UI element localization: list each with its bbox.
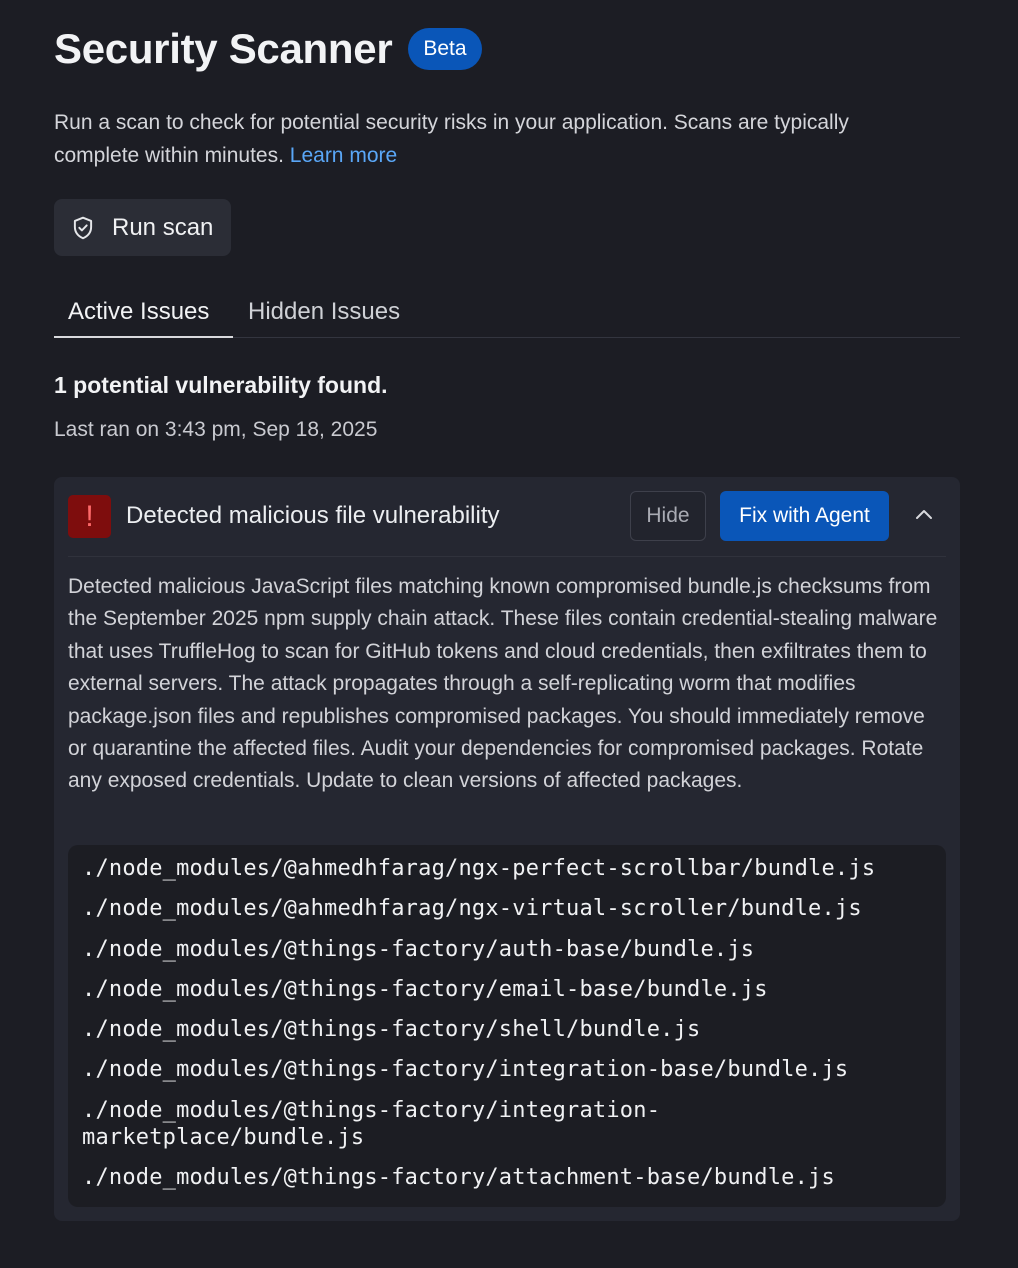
tab-hidden-issues[interactable]: Hidden Issues [248, 298, 401, 325]
last-ran-timestamp: Last ran on 3:43 pm, Sep 18, 2025 [54, 418, 378, 441]
shield-check-icon [70, 215, 96, 241]
description-text: Run a scan to check for potential security risks in your application. Scans are typically complete within minutes. [54, 111, 849, 167]
file-path: ./node_modules/@ahmedhfarag/ngx-virtual-scroller/bundle.js [82, 896, 862, 922]
file-path: ./node_modules/@things-factory/integration- marketplace/bundle.js [82, 1097, 661, 1150]
issue-card [54, 477, 960, 1221]
file-path: ./node_modules/@things-factory/integration-base/bundle.js [82, 1057, 849, 1083]
file-path: ./node_modules/@things-factory/auth-base/bundle.js [82, 936, 755, 962]
file-path: ./node_modules/@things-factory/email-base/bundle.js [82, 976, 768, 1002]
page-title: Security Scanner [54, 25, 393, 72]
chevron-up-icon[interactable] [908, 499, 940, 531]
beta-badge: Beta [408, 28, 481, 70]
title-row [54, 26, 482, 72]
issue-card-header[interactable] [54, 477, 960, 557]
page-description [54, 106, 914, 172]
card-divider [68, 556, 946, 557]
learn-more-link[interactable]: Learn more [289, 144, 398, 167]
issue-description: Detected malicious JavaScript files matching known compromised bundle.js checksums from the September 2025 npm supply chain attack. These files contain credential-stealing malware that uses TruffleHog to scan for GitHub tokens and cloud credentials, then exfiltrates them to external servers. The attack propagates through a self-replicating worm that modifies package.json files and republishes compromised packages. You should immediately remove or quarantine the affected files. Audit your dependencies for compromised packages. Rotate any exposed credentials. Update to clean versions of affected packages. [68, 575, 938, 793]
exclamation-icon: ! [68, 495, 111, 538]
issue-tabs [54, 288, 960, 338]
hide-button[interactable]: Hide [630, 491, 706, 541]
file-path: ./node_modules/@things-factory/shell/bundle.js [82, 1017, 701, 1043]
fix-with-agent-button[interactable]: Fix with Agent [720, 491, 889, 541]
issue-title: Detected malicious file vulnerability [126, 502, 500, 529]
tab-active-issues[interactable]: Active Issues [54, 298, 233, 338]
affected-files-list [68, 845, 946, 1207]
run-scan-label: Run scan [112, 213, 214, 241]
vulnerability-count: 1 potential vulnerability found. [54, 372, 388, 398]
run-scan-button[interactable] [54, 199, 231, 256]
file-path: ./node_modules/@ahmedhfarag/ngx-perfect-scrollbar/bundle.js [82, 856, 876, 881]
file-path: ./node_modules/@things-factory/attachment-base/bundle.js [82, 1165, 835, 1191]
